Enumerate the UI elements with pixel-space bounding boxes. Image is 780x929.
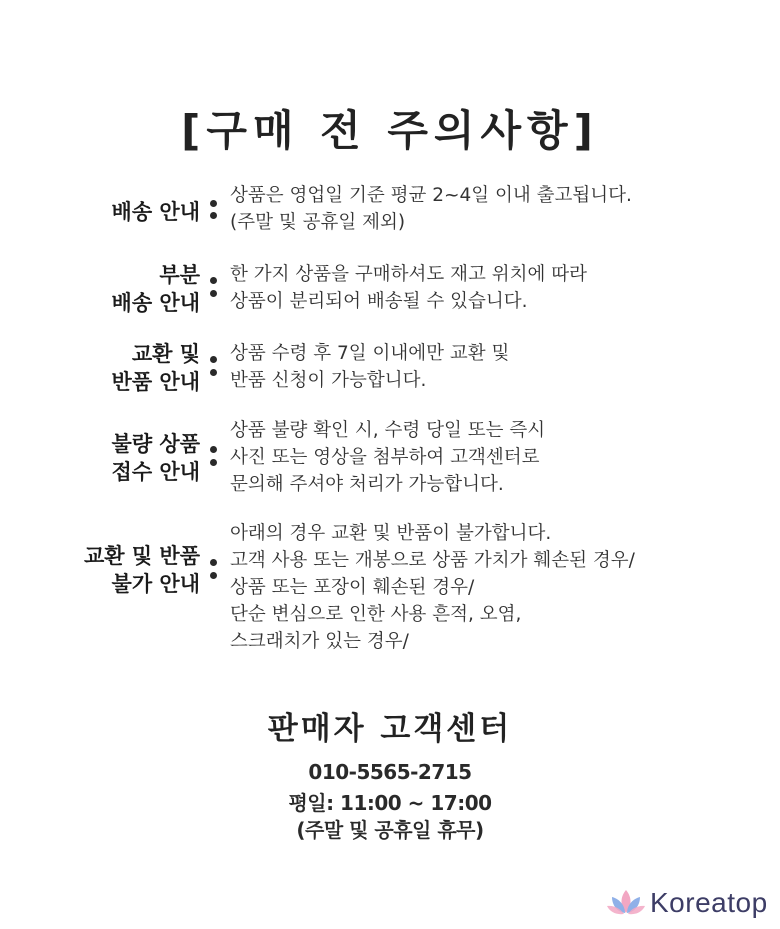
customer-center-hours: 평일: 11:00 ~ 17:00 (288, 791, 492, 815)
notice-partial-shipping (0, 261, 780, 315)
notice-label: 부분 배송 안내 (111, 263, 200, 315)
notice-shipping (0, 182, 780, 233)
notice-label: 교환 및 반품 안내 (111, 342, 200, 394)
notice-defective (0, 417, 780, 495)
customer-center-title: 판매자 고객센터 (267, 711, 513, 747)
notice-text: 상품 수령 후 7일 이내에만 교환 및 반품 신청이 가능합니다. (230, 343, 510, 391)
notice-label: 교환 및 반품 불가 안내 (83, 544, 200, 596)
lotus-icon (606, 886, 646, 918)
notice-text: 아래의 경우 교환 및 반품이 불가합니다. 고객 사용 또는 개봉으로 상품 가치가 훼손된 경우/ 상품 또는 포장이 훼손된 경우/ 단순 변심으로 인한 사용 흔적, 오염, 스크래치가 있는 경우/ (230, 523, 635, 652)
notice-text: 상품 불량 확인 시, 수령 당일 또는 즉시 사진 또는 영상을 첨부하여 고객센터로 문의해 주셔야 처리가 가능합니다. (230, 420, 546, 495)
logo-text: Koreatop (650, 887, 768, 918)
customer-center-phone: 010-5565-2715 (308, 760, 472, 784)
page-title: [구매 전 주의사항] (181, 106, 599, 155)
notice-text: 상품은 영업일 기준 평균 2~4일 이내 출고됩니다. (주말 및 공휴일 제외) (230, 185, 632, 233)
notice-exchange-return (0, 340, 780, 394)
notice-no-return (0, 520, 780, 652)
koreatop-logo (606, 884, 776, 924)
notice-text: 한 가지 상품을 구매하셔도 재고 위치에 따라 상품이 분리되어 배송될 수 있습니다. (230, 264, 587, 312)
notice-label: 배송 안내 (111, 200, 200, 224)
customer-center-holiday: (주말 및 공휴일 휴무) (296, 818, 484, 842)
notice-label: 불량 상품 접수 안내 (111, 432, 200, 484)
